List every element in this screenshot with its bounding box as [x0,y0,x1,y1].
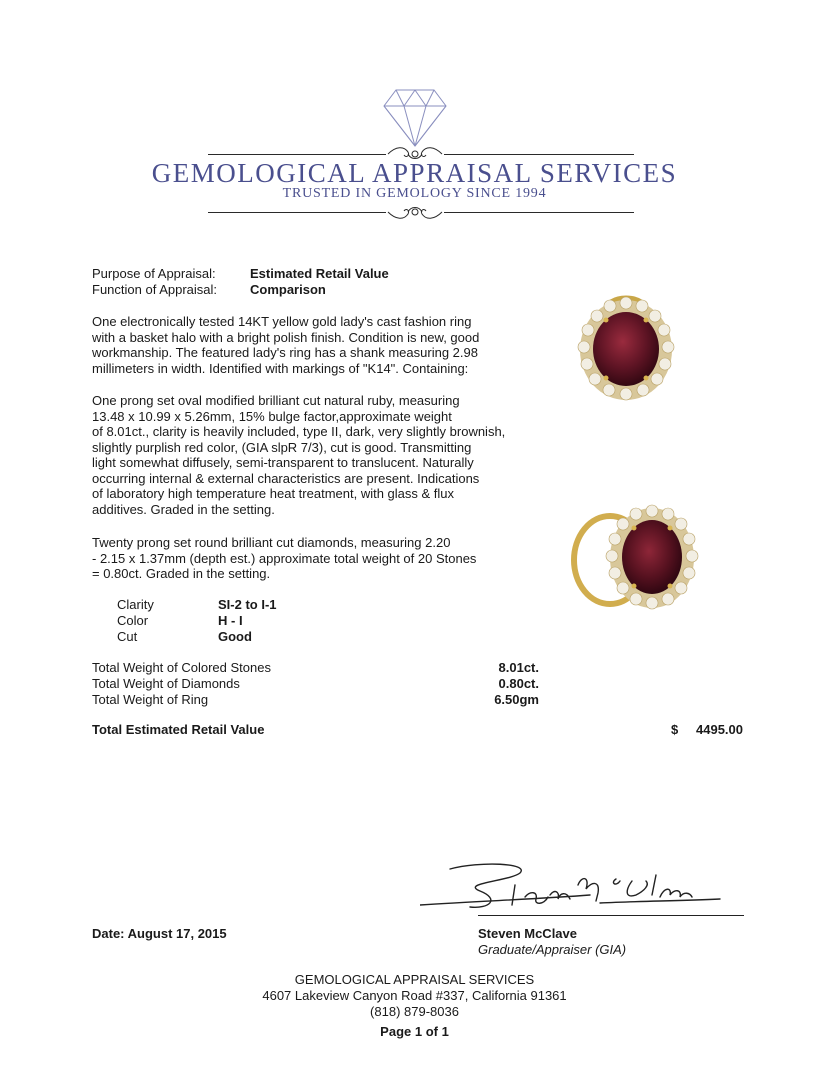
function-label: Function of Appraisal: [92,282,218,297]
page-number: Page 1 of 1 [380,1024,449,1039]
ruby-line: of laboratory high temperature heat treatment, with glass & flux [92,486,455,501]
grade-value-color: H - I [218,613,243,628]
ring-description [92,314,532,376]
appraiser-name: Steven McClave [478,926,577,941]
grade-value-clarity: SI-2 to I-1 [218,597,277,612]
appraiser-title: Graduate/Appraiser (GIA) [478,942,627,957]
purpose-label: Purpose of Appraisal: [92,266,216,281]
signature-line [478,915,744,916]
header-rule-bottom-left [208,212,386,213]
weight-value-ring: 6.50gm [494,692,539,707]
appraiser-signature [420,855,730,915]
diamonds-line: Twenty prong set round brilliant cut diamonds, measuring 2.20 [92,535,451,550]
description-line: One electronically tested 14KT yellow gold lady's cast fashion ring [92,314,472,329]
header-rule-top-right [444,154,634,155]
grade-label-color: Color [117,613,149,628]
description-line: millimeters in width. Identified with markings of "K14". Containing: [92,360,469,376]
ruby-line: slightly purplish red color, (GIA slpR 7/3), cut is good. Transmitting [92,439,472,455]
diamonds-line: = 0.80ct. Graded in the setting. [92,566,271,581]
header-rule-bottom-right [444,212,634,213]
weight-label-colored-stones: Total Weight of Colored Stones [92,660,271,675]
diamonds-line: - 2.15 x 1.37mm (depth est.) approximate total weight of 20 Stones [92,550,477,566]
tagline: TRUSTED IN GEMOLOGY SINCE 1994 [282,186,547,201]
company-name: GEMOLOGICAL APPRAISAL SERVICES [151,158,678,188]
ruby-line: additives. Graded in the setting. [92,501,275,517]
grade-value-cut: Good [218,629,252,644]
footer-phone: (818) 879-8036 [370,1004,459,1019]
ruby-line: light somewhat diffusely, semi-transparent to translucent. Naturally [92,455,474,470]
total-currency: $ [671,722,679,737]
weight-label-diamonds: Total Weight of Diamonds [92,676,240,691]
diamonds-description [92,535,532,582]
ruby-line: occurring internal & external characteristics are present. Indications [92,470,480,486]
weight-value-colored-stones: 8.01ct. [498,660,539,675]
grade-label-clarity: Clarity [117,597,154,612]
grade-label-cut: Cut [117,629,138,644]
footer-address: 4607 Lakeview Canyon Road #337, California 91361 [262,988,567,1003]
total-label: Total Estimated Retail Value [92,722,265,737]
total-amount: 4495.00 [696,722,743,737]
purpose-value: Estimated Retail Value [250,266,389,281]
ruby-line: of 8.01ct., clarity is heavily included, type II, dark, very slightly brownish, [92,424,506,439]
weight-value-diamonds: 0.80ct. [498,676,539,691]
ruby-description [92,393,532,517]
ruby-line: One prong set oval modified brilliant cut natural ruby, measuring [92,393,460,408]
flourish-ornament-bottom [386,204,444,220]
header-rule-top-left [208,154,386,155]
ring-photo-top [572,292,680,404]
weight-label-ring: Total Weight of Ring [92,692,209,707]
diamond-icon [382,88,448,148]
ruby-line: 13.48 x 10.99 x 5.26mm, 15% bulge factor,approximate weight [92,408,452,424]
footer-company: GEMOLOGICAL APPRAISAL SERVICES [294,972,535,987]
function-value: Comparison [250,282,326,297]
description-line: with a basket halo with a bright polish finish. Condition is new, good [92,329,480,345]
description-line: workmanship. The featured lady's ring has a shank measuring 2.98 [92,345,478,360]
appraisal-date: Date: August 17, 2015 [92,926,227,941]
ring-photo-side [566,500,700,620]
